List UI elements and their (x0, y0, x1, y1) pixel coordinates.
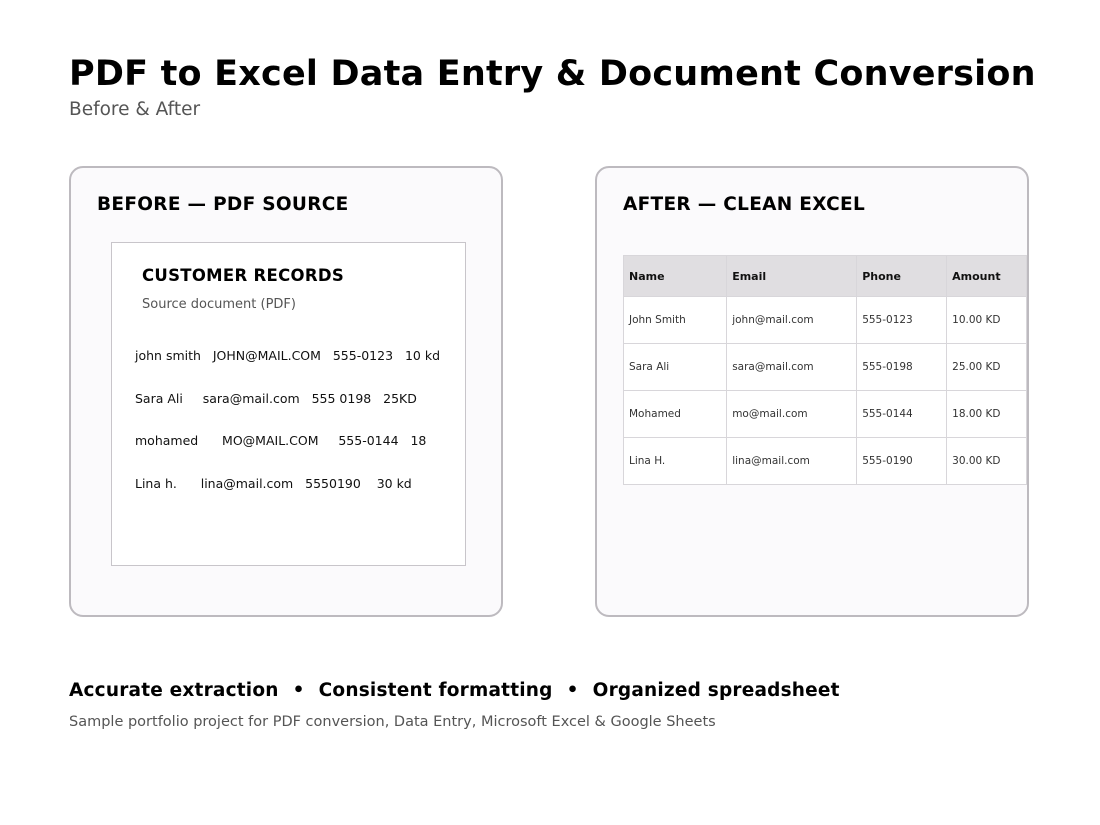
column-header-amount[interactable]: Amount (947, 256, 1027, 297)
cell-phone[interactable]: 555-0198 (857, 344, 947, 391)
feature-item: Organized spreadsheet (592, 680, 840, 701)
column-header-name[interactable]: Name (624, 256, 727, 297)
cell-amount[interactable]: 10.00 KD (947, 297, 1027, 344)
cell-email[interactable]: john@mail.com (727, 297, 857, 344)
table-row (624, 438, 1027, 485)
raw-record-line: Lina h. lina@mail.com 5550190 30 kd (135, 476, 412, 491)
cell-name[interactable]: Mohamed (624, 391, 727, 438)
page-title: PDF to Excel Data Entry & Document Conversion (69, 54, 1036, 94)
feature-item: Accurate extraction (69, 680, 279, 701)
pdf-document (111, 242, 466, 566)
bullet-separator: • (566, 680, 579, 701)
cell-email[interactable]: lina@mail.com (727, 438, 857, 485)
after-heading: AFTER — CLEAN EXCEL (623, 194, 866, 215)
excel-table (623, 255, 1027, 485)
raw-record-line: mohamed MO@MAIL.COM 555-0144 18 (135, 433, 427, 448)
cell-email[interactable]: sara@mail.com (727, 344, 857, 391)
cell-name[interactable]: Lina H. (624, 438, 727, 485)
cell-name[interactable]: Sara Ali (624, 344, 727, 391)
raw-record-line: Sara Ali sara@mail.com 555 0198 25KD (135, 391, 417, 406)
table-row (624, 297, 1027, 344)
document-subtitle: Source document (PDF) (142, 297, 296, 312)
cell-phone[interactable]: 555-0123 (857, 297, 947, 344)
page-subtitle: Before & After (69, 99, 201, 120)
column-header-phone[interactable]: Phone (857, 256, 947, 297)
cell-amount[interactable]: 25.00 KD (947, 344, 1027, 391)
before-heading: BEFORE — PDF SOURCE (97, 194, 349, 215)
cell-amount[interactable]: 18.00 KD (947, 391, 1027, 438)
feature-list (69, 680, 840, 701)
cell-phone[interactable]: 555-0144 (857, 391, 947, 438)
cell-email[interactable]: mo@mail.com (727, 391, 857, 438)
table-header-row (624, 256, 1027, 297)
cell-phone[interactable]: 555-0190 (857, 438, 947, 485)
feature-item: Consistent formatting (318, 680, 553, 701)
before-panel (69, 166, 503, 617)
column-header-email[interactable]: Email (727, 256, 857, 297)
cell-amount[interactable]: 30.00 KD (947, 438, 1027, 485)
cell-name[interactable]: John Smith (624, 297, 727, 344)
table-row (624, 391, 1027, 438)
raw-record-line: john smith JOHN@MAIL.COM 555-0123 10 kd (135, 348, 441, 363)
table-row (624, 344, 1027, 391)
bullet-separator: • (292, 680, 305, 701)
footer-note: Sample portfolio project for PDF conversion, Data Entry, Microsoft Excel & Google Sheets (69, 714, 716, 730)
document-title: CUSTOMER RECORDS (142, 266, 345, 285)
after-panel (595, 166, 1029, 617)
